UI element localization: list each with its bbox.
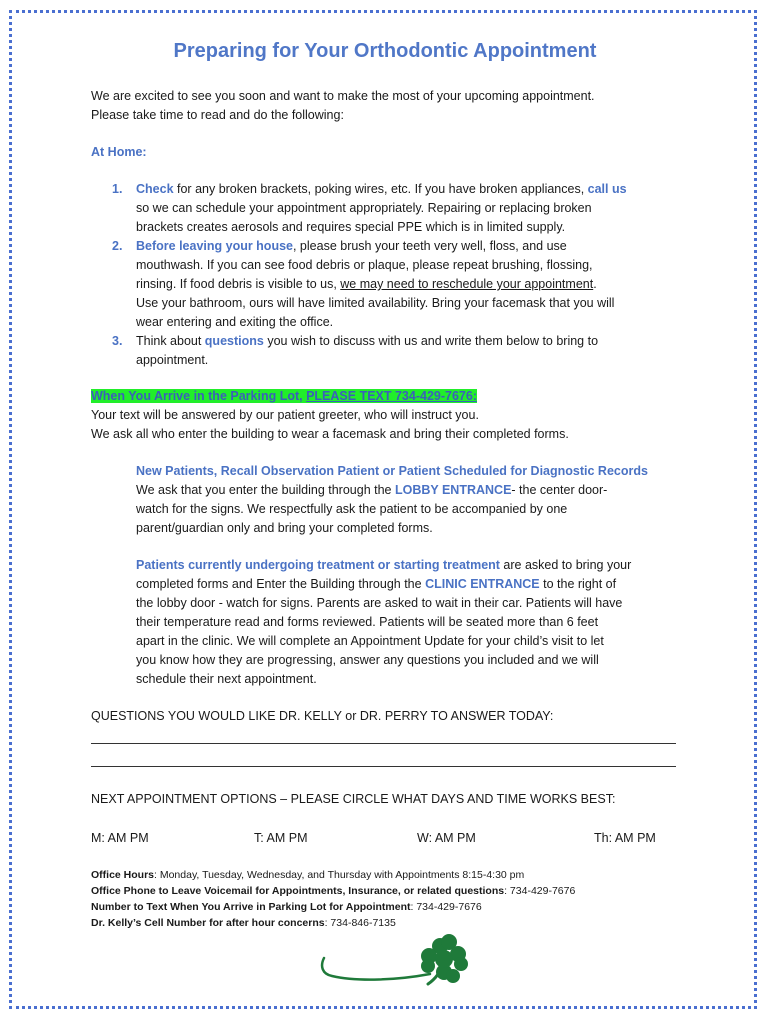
parking-line-2: We ask all who enter the building to wear a facemask and bring their completed forms.: [91, 427, 569, 441]
emphasis-text: CLINIC ENTRANCE: [425, 577, 540, 591]
new-patients-line: [136, 481, 607, 500]
info-label: Office Hours: [91, 869, 155, 881]
list-number: 3.: [112, 334, 123, 348]
list-item-2-line: wear entering and exiting the office.: [136, 315, 334, 329]
highlighted-text: When You Arrive in the Parking Lot,: [91, 389, 307, 403]
day-option-wednesday[interactable]: W: AM PM: [417, 831, 476, 845]
current-patients-line: their temperature read and forms reviewed. Patients will be seated more than 6 feet: [136, 615, 599, 629]
intro-line-1: We are excited to see you soon and want to make the most of your upcoming appointment.: [91, 89, 595, 103]
list-item-2: [112, 237, 567, 256]
list-number: 2.: [112, 239, 123, 253]
parking-line-1: Your text will be answered by our patient greeter, who will instruct you.: [91, 408, 479, 422]
list-item-2-line: mouthwash. If you can see food debris or plaque, please repeat brushing, flossing,: [136, 258, 593, 272]
office-hours: [91, 867, 524, 883]
info-value: : 734-429-7676: [410, 901, 482, 913]
current-patients-line: [136, 575, 616, 594]
emphasis-text: Patients currently undergoing treatment or starting treatment: [136, 558, 500, 572]
current-patients-line: you know how they are progressing, answer any questions you included and we will: [136, 653, 599, 667]
text-number: [91, 899, 482, 915]
body-text: - the center door-: [511, 483, 608, 497]
next-appointment-label: NEXT APPOINTMENT OPTIONS – PLEASE CIRCLE WHAT DAYS AND TIME WORKS BEST:: [91, 792, 616, 806]
body-text: Think about: [136, 334, 205, 348]
intro-line-2: Please take time to read and do the following:: [91, 108, 344, 122]
day-option-thursday[interactable]: Th: AM PM: [594, 831, 656, 845]
list-item-1-line: brackets creates aerosols and requires special PPE which is in limited supply.: [136, 220, 566, 234]
info-value: : Monday, Tuesday, Wednesday, and Thursday with Appointments 8:15-4:30 pm: [154, 869, 525, 881]
current-patients-line: the lobby door - watch for signs. Parents are asked to wait in their car. Patients will have: [136, 596, 623, 610]
list-item-2-line: [136, 275, 597, 294]
list-item-3-line: appointment.: [136, 353, 209, 367]
info-label: Number to Text When You Arrive in Parking Lot for Appointment: [91, 901, 411, 913]
body-text: for any broken brackets, poking wires, etc. If you have broken appliances,: [173, 182, 588, 196]
day-option-monday[interactable]: M: AM PM: [91, 831, 149, 845]
current-patients-line: schedule their next appointment.: [136, 672, 317, 686]
page-title: Preparing for Your Orthodontic Appointment: [173, 40, 597, 62]
office-phone: [91, 883, 575, 899]
answer-line-2[interactable]: [91, 766, 676, 767]
answer-line-1[interactable]: [91, 743, 676, 744]
body-text: rinsing. If food debris is visible to us,: [136, 277, 341, 291]
list-item-3: [112, 332, 598, 351]
list-item-1: [112, 180, 627, 199]
parking-heading: [91, 387, 477, 406]
info-value: : 734-846-7135: [324, 917, 396, 929]
list-number: 1.: [112, 182, 123, 196]
emphasis-text: LOBBY ENTRANCE: [394, 483, 512, 497]
emphasis-text: Check: [136, 182, 174, 196]
parking-phone-highlight: PLEASE TEXT 734-429-7676:: [306, 389, 477, 403]
body-text: , please brush your teeth very well, floss, and use: [292, 239, 567, 253]
current-patients-line: [136, 556, 631, 575]
list-item-1-line: so we can schedule your appointment appropriately. Repairing or replacing broken: [136, 201, 592, 215]
at-home-heading: At Home:: [91, 145, 147, 159]
body-text: are asked to bring your: [499, 558, 632, 572]
body-text: We ask that you enter the building through the: [136, 483, 395, 497]
day-option-tuesday[interactable]: T: AM PM: [254, 831, 308, 845]
emphasis-text: Before leaving your house: [136, 239, 293, 253]
doctor-cell: [91, 915, 396, 931]
emphasis-text: questions: [204, 334, 264, 348]
underlined-text: we may need to reschedule your appointment: [340, 277, 594, 291]
shamrock-icon: [318, 932, 478, 992]
info-label: Dr. Kelly’s Cell Number for after hour concerns: [91, 917, 325, 929]
body-text: .: [593, 277, 597, 291]
body-text: to the right of: [539, 577, 617, 591]
list-item-2-line: Use your bathroom, ours will have limited availability. Bring your facemask that you will: [136, 296, 615, 310]
body-text: completed forms and Enter the Building through the: [136, 577, 426, 591]
info-label: Office Phone to Leave Voicemail for Appointments, Insurance, or related questions: [91, 885, 505, 897]
current-patients-line: apart in the clinic. We will complete an Appointment Update for your child’s visit to let: [136, 634, 604, 648]
questions-label: QUESTIONS YOU WOULD LIKE DR. KELLY or DR. PERRY TO ANSWER TODAY:: [91, 709, 554, 723]
new-patients-line: parent/guardian only and bring your completed forms.: [136, 521, 433, 535]
info-value: : 734-429-7676: [504, 885, 576, 897]
new-patients-line: watch for the signs. We respectfully ask the patient to be accompanied by one: [136, 502, 568, 516]
emphasis-text: call us: [587, 182, 627, 196]
body-text: you wish to discuss with us and write them below to bring to: [263, 334, 599, 348]
new-patients-heading: New Patients, Recall Observation Patient or Patient Scheduled for Diagnostic Records: [136, 464, 648, 478]
